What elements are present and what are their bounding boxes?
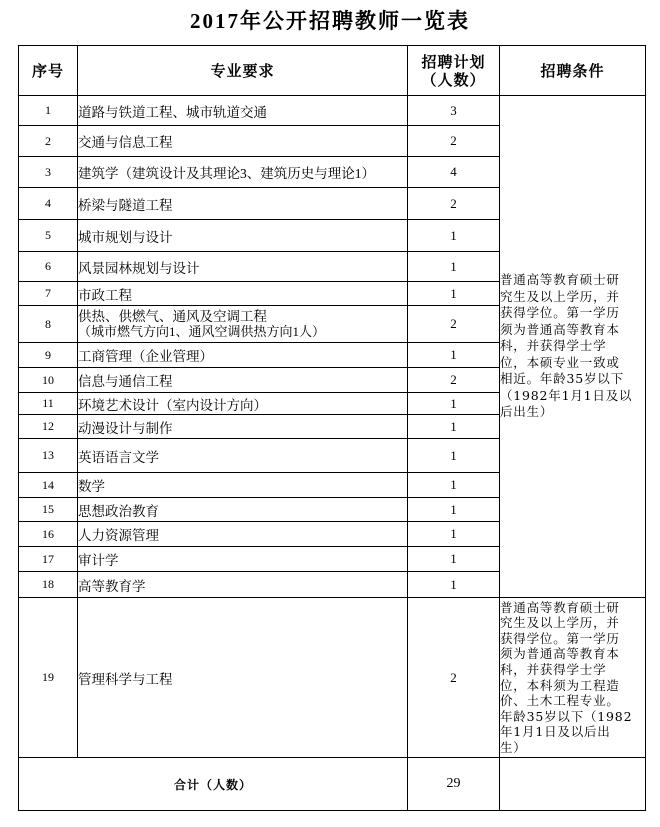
hiring-count: 1	[408, 547, 500, 572]
major-requirement: 工商管理（企业管理）	[78, 343, 408, 368]
hiring-count: 1	[408, 522, 500, 547]
major-requirement: 思想政治教育	[78, 498, 408, 522]
major-requirement: 管理科学与工程	[78, 598, 408, 758]
major-requirement-note: （城市燃气方向1、通风空调供热方向1人）	[78, 324, 326, 339]
condition-line: 须为普通高等教育本	[500, 321, 620, 337]
total-row	[19, 758, 646, 811]
header-row	[19, 46, 646, 96]
major-requirement: 交通与信息工程	[78, 126, 408, 157]
condition-line: 生）	[500, 739, 527, 755]
table-row	[19, 598, 646, 758]
major-requirement: 高等教育学	[78, 572, 408, 598]
major-requirement: 桥梁与隧道工程	[78, 188, 408, 220]
condition-line: 年龄35岁以下（1982	[500, 708, 633, 724]
major-requirement: 市政工程	[78, 282, 408, 306]
condition-line: 相近。年龄35岁以下	[500, 371, 624, 387]
row-number: 19	[19, 598, 78, 758]
row-number: 17	[19, 547, 78, 572]
condition-line: 年1月1日及以后出	[500, 724, 611, 740]
major-requirement: 英语语言文学	[78, 439, 408, 473]
hiring-count: 2	[408, 126, 500, 157]
row-number: 13	[19, 439, 78, 473]
hiring-count: 1	[408, 572, 500, 598]
major-requirement: 建筑学（建筑设计及其理论3、建筑历史与理论1）	[78, 157, 408, 188]
condition-line: 普通高等教育硕士研	[500, 599, 620, 615]
hiring-count: 1	[408, 473, 500, 498]
hiring-count: 3	[408, 96, 500, 126]
major-requirement-main: 供热、供燃气、通风及空调工程	[78, 309, 267, 324]
major-requirement: 动漫设计与制作	[78, 415, 408, 439]
row-number: 6	[19, 252, 78, 282]
condition-line: （1982年1月1日及以	[500, 387, 633, 403]
row-number: 9	[19, 343, 78, 368]
hiring-count: 2	[408, 188, 500, 220]
major-requirement: 审计学	[78, 547, 408, 572]
row-number: 14	[19, 473, 78, 498]
major-requirement: 风景园林规划与设计	[78, 252, 408, 282]
row-number: 3	[19, 157, 78, 188]
condition-line: 后出生）	[500, 404, 554, 420]
hiring-count: 4	[408, 157, 500, 188]
hiring-count: 1	[408, 220, 500, 252]
header-plan-line2: （人数）	[421, 70, 486, 89]
total-count: 29	[408, 758, 500, 811]
major-requirement: 数学	[78, 473, 408, 498]
total-label: 合计（人数）	[19, 758, 408, 811]
header-plan-line1: 招聘计划	[421, 52, 486, 71]
row-number: 5	[19, 220, 78, 252]
document-title: 2017年公开招聘教师一览表	[190, 9, 470, 33]
row-number: 12	[19, 415, 78, 439]
major-requirement	[78, 306, 408, 343]
condition-line: 获得学位。第一学历	[500, 630, 620, 646]
row-number: 7	[19, 282, 78, 306]
hiring-count: 1	[408, 439, 500, 473]
row-number: 4	[19, 188, 78, 220]
hiring-conditions	[500, 598, 646, 758]
condition-line: 普通高等教育硕士研	[500, 272, 620, 288]
row-number: 18	[19, 572, 78, 598]
header-conditions: 招聘条件	[500, 46, 646, 96]
row-number: 8	[19, 306, 78, 343]
condition-line: 位，本硕专业一致或	[500, 354, 620, 370]
condition-line: 究生及以上学历，并	[500, 615, 620, 631]
major-requirement: 环境艺术设计（室内设计方向）	[78, 393, 408, 415]
major-requirement: 信息与通信工程	[78, 368, 408, 393]
row-number: 10	[19, 368, 78, 393]
header-no: 序号	[19, 46, 78, 96]
header-major: 专业要求	[78, 46, 408, 96]
hiring-count: 1	[408, 393, 500, 415]
major-requirement: 城市规划与设计	[78, 220, 408, 252]
row-number: 15	[19, 498, 78, 522]
hiring-count: 2	[408, 368, 500, 393]
row-number: 2	[19, 126, 78, 157]
hiring-count: 1	[408, 252, 500, 282]
row-number: 16	[19, 522, 78, 547]
hiring-count: 1	[408, 343, 500, 368]
hiring-count: 2	[408, 598, 500, 758]
hiring-count: 1	[408, 415, 500, 439]
row-number: 11	[19, 393, 78, 415]
condition-line: 科，并获得学士学	[500, 338, 607, 354]
condition-line: 位，本科须为工程造	[500, 677, 620, 693]
hiring-conditions	[500, 96, 646, 598]
hiring-count: 2	[408, 306, 500, 343]
table-row	[19, 96, 646, 126]
header-plan	[408, 46, 500, 96]
condition-line: 须为普通高等教育本	[500, 646, 620, 662]
condition-line: 价、土木工程专业。	[500, 693, 620, 709]
hiring-count: 1	[408, 282, 500, 306]
total-empty-cell	[500, 758, 646, 811]
condition-line: 科，并获得学士学	[500, 661, 607, 677]
major-requirement: 道路与铁道工程、城市轨道交通	[78, 96, 408, 126]
major-requirement: 人力资源管理	[78, 522, 408, 547]
condition-line: 获得学位。第一学历	[500, 305, 620, 321]
condition-line: 究生及以上学历，并	[500, 288, 620, 304]
row-number: 1	[19, 96, 78, 126]
hiring-count: 1	[408, 498, 500, 522]
recruitment-table	[18, 45, 646, 811]
